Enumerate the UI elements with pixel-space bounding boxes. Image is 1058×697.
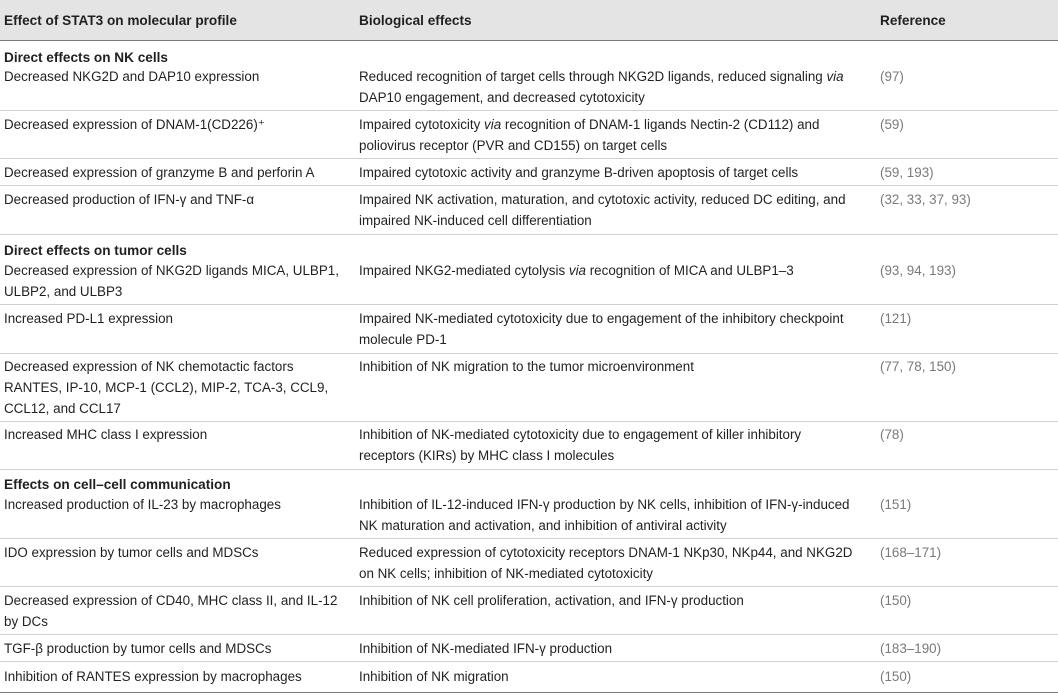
row-divider bbox=[0, 158, 1058, 159]
row-effect: Decreased expression of NKG2D ligands MICA, ULBP1, ULBP2, and ULBP3 bbox=[4, 263, 339, 299]
row-reference: (121) bbox=[880, 311, 912, 326]
row-reference: (150) bbox=[880, 593, 912, 608]
header-effect: Effect of STAT3 on molecular profile bbox=[4, 13, 237, 28]
row-divider bbox=[0, 110, 1058, 111]
row-reference: (93, 94, 193) bbox=[880, 263, 956, 278]
row-biological-effect: Impaired cytotoxic activity and granzyme B-driven apoptosis of target cells bbox=[359, 165, 799, 180]
row-divider bbox=[0, 661, 1058, 662]
row-reference: (32, 33, 37, 93) bbox=[880, 192, 971, 207]
row-reference: (59, 193) bbox=[880, 165, 934, 180]
header-biological-effects: Biological effects bbox=[359, 13, 472, 28]
row-effect: TGF-β production by tumor cells and MDSCs bbox=[4, 641, 272, 656]
row-effect: Decreased expression of DNAM-1(CD226)⁺ bbox=[4, 117, 265, 132]
row-divider bbox=[0, 421, 1058, 422]
row-effect: Decreased production of IFN-γ and TNF-α bbox=[4, 192, 255, 207]
section-divider bbox=[0, 469, 1058, 470]
row-effect: Decreased expression of NK chemotactic factors RANTES, IP-10, MCP-1 (CCL2), MIP-2, TCA-3, CCL9, CCL12, and CCL17 bbox=[4, 359, 329, 416]
row-reference: (151) bbox=[880, 497, 912, 512]
row-biological-effect: Impaired NK activation, maturation, and cytotoxic activity, reduced DC editing, and impaired NK-induced cell differentiation bbox=[359, 192, 846, 228]
row-reference: (168–171) bbox=[880, 545, 942, 560]
row-effect: Decreased expression of granzyme B and perforin A bbox=[4, 165, 315, 180]
row-effect: Decreased NKG2D and DAP10 expression bbox=[4, 69, 260, 84]
row-reference: (150) bbox=[880, 669, 912, 684]
row-biological-effect: Inhibition of IL-12-induced IFN-γ production by NK cells, inhibition of IFN-γ-induced NK maturation and activation, and inhibition of antiviral activity bbox=[359, 497, 850, 533]
row-divider bbox=[0, 185, 1058, 186]
row-reference: (77, 78, 150) bbox=[880, 359, 956, 374]
table-header bbox=[0, 0, 1058, 41]
row-effect: Increased PD-L1 expression bbox=[4, 311, 173, 326]
row-biological-effect: Inhibition of NK-mediated IFN-γ production bbox=[359, 641, 613, 656]
header-reference: Reference bbox=[880, 13, 946, 28]
row-reference: (97) bbox=[880, 69, 904, 84]
row-biological-effect: Impaired NK-mediated cytotoxicity due to engagement of the inhibitory checkpoint molecule PD-1 bbox=[359, 311, 844, 347]
section-cell-communication: Effects on cell–cell communication bbox=[4, 477, 231, 492]
row-biological-effect: Reduced recognition of target cells through NKG2D ligands, reduced signaling via DAP10 engagement, and decreased cytotoxicity bbox=[359, 69, 844, 105]
row-biological-effect: Inhibition of NK cell proliferation, activation, and IFN-γ production bbox=[359, 593, 744, 608]
section-nk-cells: Direct effects on NK cells bbox=[4, 50, 168, 65]
row-divider bbox=[0, 586, 1058, 587]
row-biological-effect: Impaired NKG2-mediated cytolysis via recognition of MICA and ULBP1–3 bbox=[359, 263, 794, 278]
row-reference: (183–190) bbox=[880, 641, 942, 656]
row-divider bbox=[0, 538, 1058, 539]
section-divider bbox=[0, 234, 1058, 235]
row-divider bbox=[0, 304, 1058, 305]
row-effect: IDO expression by tumor cells and MDSCs bbox=[4, 545, 259, 560]
row-biological-effect: Inhibition of NK migration to the tumor microenvironment bbox=[359, 359, 694, 374]
row-biological-effect: Inhibition of NK-mediated cytotoxicity due to engagement of killer inhibitory receptors (KIRs) by MHC class I molecules bbox=[359, 427, 802, 463]
row-effect: Decreased expression of CD40, MHC class II, and IL-12 by DCs bbox=[4, 593, 338, 629]
row-reference: (78) bbox=[880, 427, 904, 442]
row-reference: (59) bbox=[880, 117, 904, 132]
row-effect: Inhibition of RANTES expression by macrophages bbox=[4, 669, 302, 684]
row-biological-effect: Reduced expression of cytotoxicity receptors DNAM-1 NKp30, NKp44, and NKG2D on NK cells; inhibition of NK-mediated cytotoxicity bbox=[359, 545, 853, 581]
table-bottom-rule bbox=[0, 692, 1058, 693]
row-biological-effect: Inhibition of NK migration bbox=[359, 669, 509, 684]
row-effect: Increased MHC class I expression bbox=[4, 427, 208, 442]
row-divider bbox=[0, 634, 1058, 635]
section-tumor-cells: Direct effects on tumor cells bbox=[4, 243, 187, 258]
row-biological-effect: Impaired cytotoxicity via recognition of DNAM-1 ligands Nectin-2 (CD112) and poliovirus receptor (PVR and CD155) on target cells bbox=[359, 117, 820, 153]
row-effect: Increased production of IL-23 by macrophages bbox=[4, 497, 281, 512]
row-divider bbox=[0, 353, 1058, 354]
